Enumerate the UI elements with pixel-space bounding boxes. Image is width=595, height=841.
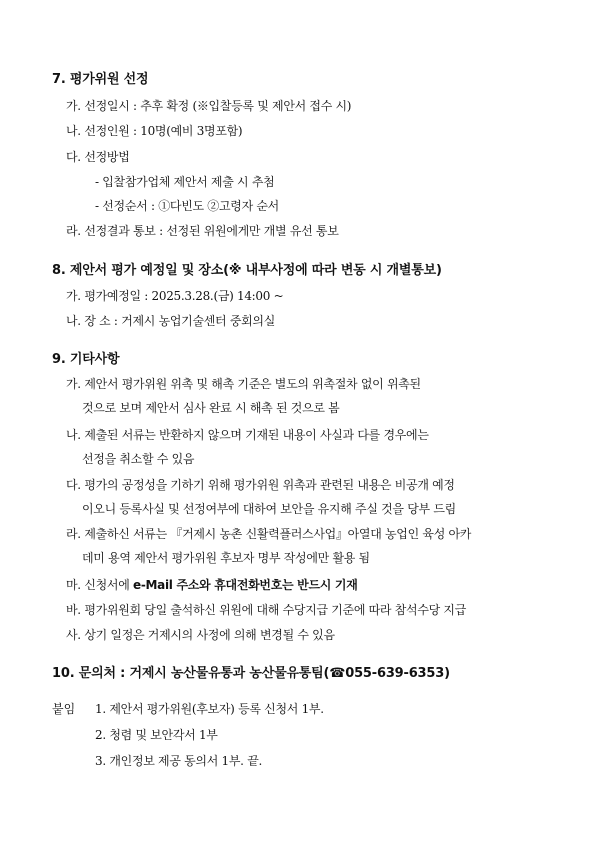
s9-item-sa: 사. 상기 일정은 거제시의 사정에 의해 변경될 수 있음: [66, 628, 335, 642]
s7-item-na: 나. 선정인원 : 10명(예비 3명포함): [66, 124, 243, 138]
s7-item-da: 다. 선정방법: [66, 150, 130, 164]
attachments-label: 붙임: [52, 702, 76, 716]
s9-item-na-line2: 선정을 취소할 수 있음: [82, 452, 195, 466]
s9-item-da-line1: 다. 평가의 공정성을 기하기 위해 평가위원 위촉과 관련된 내용은 비공개 예정: [66, 478, 455, 492]
s9-item-ba: 바. 평가위원회 당일 출석하신 위원에 대해 수당지급 기준에 따라 참석수당 지급: [66, 603, 467, 617]
s7-item-da-sub2: - 선정순서 : ①다빈도 ②고령자 순서: [95, 199, 279, 213]
s9-item-ra-line1: 라. 제출하신 서류는 『거제시 농촌 신활력플러스사업』아열대 농업인 육성 아카: [66, 527, 472, 541]
s7-item-ga: 가. 선정일시 : 추후 확정 (※입찰등록 및 제안서 접수 시): [66, 99, 352, 113]
s9-item-ma-emphasis: e-Mail 주소와 휴대전화번호는 반드시 기재: [133, 578, 358, 592]
s9-item-ga-line1: 가. 제안서 평가위원 위촉 및 해촉 기준은 별도의 위촉절차 없이 위촉된: [66, 377, 421, 391]
s9-item-ra-line2: 데미 용역 제안서 평가위원 후보자 명부 작성에만 활용 됨: [82, 551, 370, 565]
s9-item-ma: [66, 576, 358, 593]
section-9-title: 9. 기타사항: [52, 352, 120, 367]
s9-item-ga-line2: 것으로 보며 제안서 심사 완료 시 해촉 된 것으로 봄: [82, 401, 340, 415]
attachment-item-2: 2. 청렴 및 보안각서 1부: [95, 728, 218, 742]
s7-item-da-sub1: - 입찰참가업체 제안서 제출 시 추첨: [95, 175, 275, 189]
section-10-title: 10. 문의처 : 거제시 농산물유통과 농산물유통팀(☎055-639-6353): [52, 666, 450, 681]
s8-item-ga: 가. 평가예정일 : 2025.3.28.(금) 14:00 ~: [66, 289, 284, 303]
attachment-item-1: 1. 제안서 평가위원(후보자) 등록 신청서 1부.: [95, 702, 324, 716]
s8-item-na: 나. 장 소 : 거제시 농업기술센터 중회의실: [66, 314, 276, 328]
section-8-title: 8. 제안서 평가 예정일 및 장소(※ 내부사정에 따라 변동 시 개별통보): [52, 263, 442, 278]
section-7-title: 7. 평가위원 선정: [52, 72, 149, 87]
s9-item-na-line1: 나. 제출된 서류는 반환하지 않으며 기재된 내용이 사실과 다를 경우에는: [66, 428, 429, 442]
s9-item-da-line2: 이오니 등록사실 및 선정여부에 대하여 보안을 유지해 주실 것을 당부 드림: [82, 502, 456, 516]
s7-item-ra: 라. 선정결과 통보 : 선정된 위원에게만 개별 유선 통보: [66, 224, 339, 238]
s9-item-ma-text: 마. 신청서에: [66, 578, 134, 592]
attachment-item-3: 3. 개인정보 제공 동의서 1부. 끝.: [95, 754, 262, 768]
